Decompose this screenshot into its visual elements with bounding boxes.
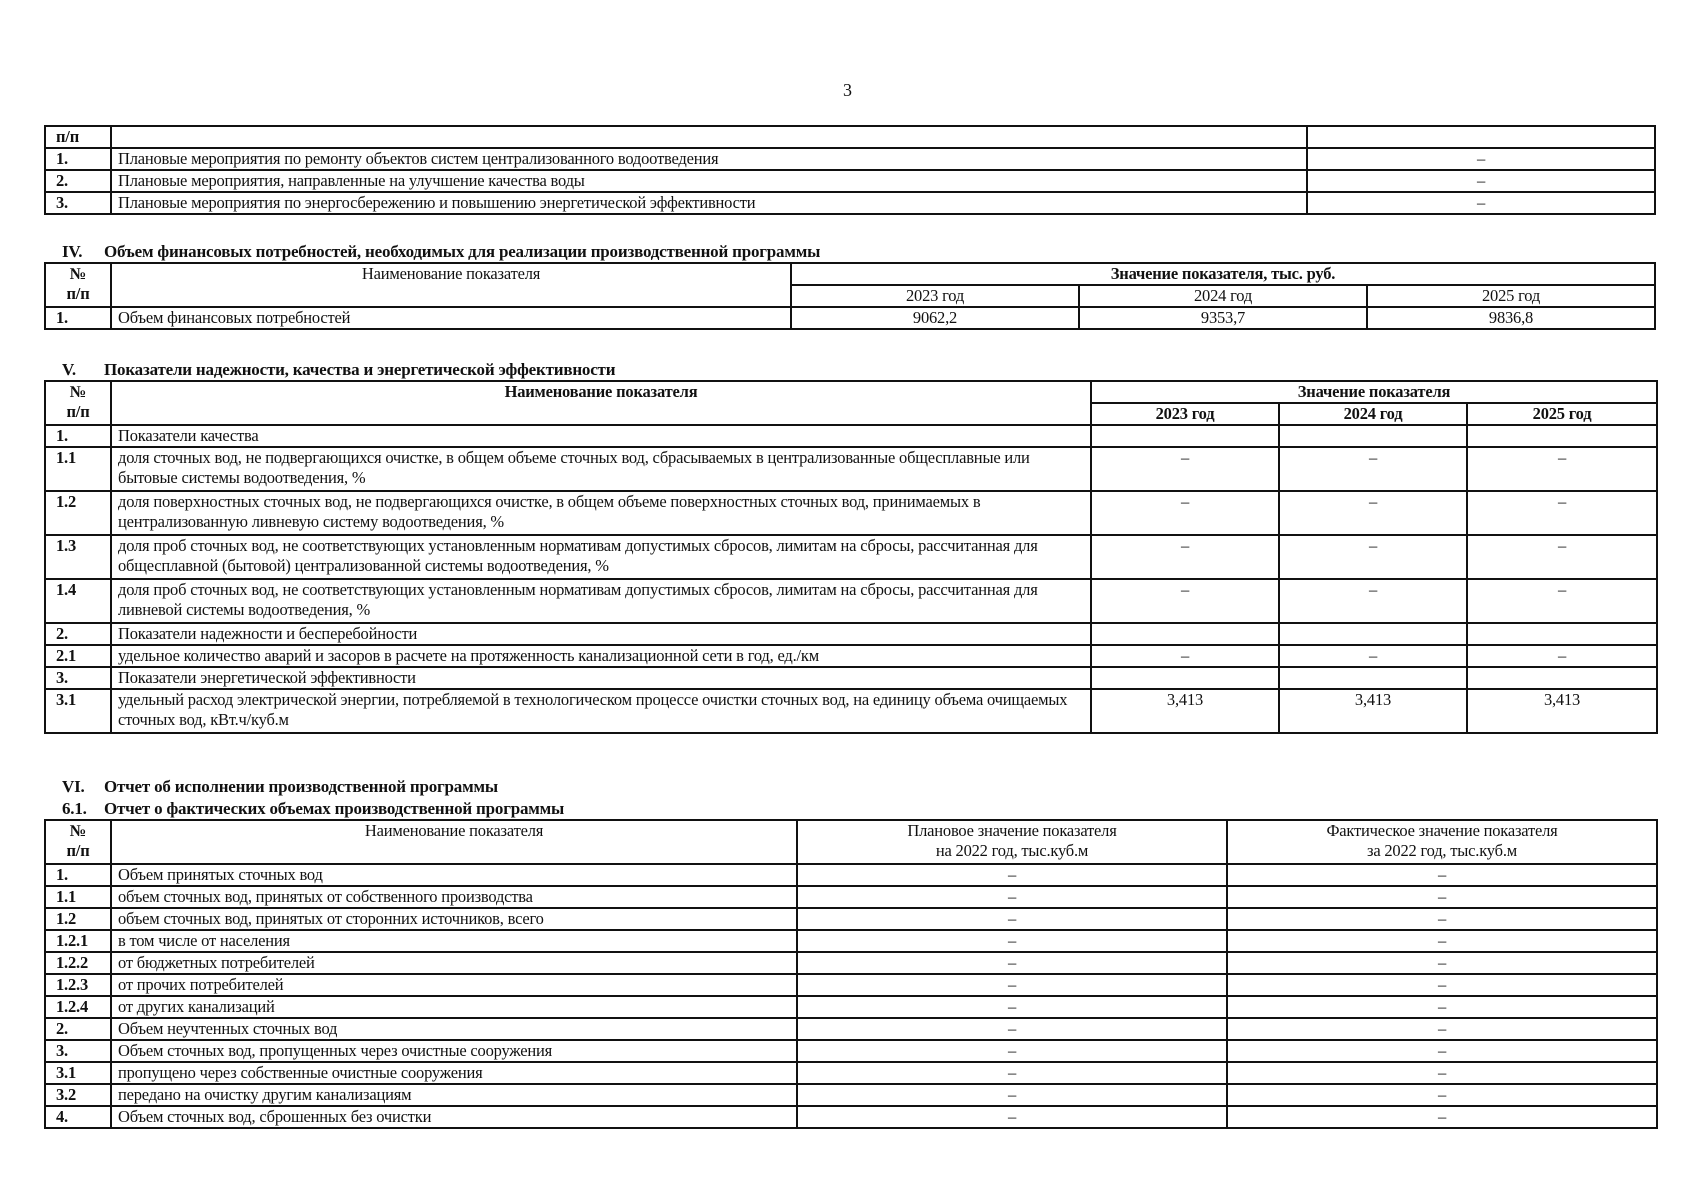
section-3-block [44, 125, 1656, 215]
table-row: 1.3 доля проб сточных вод, не соответствующих установленным нормативам допустимых сбросов, лимитам на сбросы, рассчитанная для общесплавной (бытовой) централизованной системы водоотведения, % – – – [45, 535, 1657, 579]
section-5-heading: V. Показатели надежности, качества и энергетической эффективности [62, 360, 616, 379]
table-row: 1.2 объем сточных вод, принятых от сторонних источников, всего – – [45, 908, 1657, 930]
col-num-header: № п/п [45, 381, 111, 425]
col-num-header: № п/п [45, 263, 111, 307]
table-row: 3. Показатели энергетической эффективности [45, 667, 1657, 689]
section-5-block [44, 360, 1658, 734]
table-row: 1.2.4 от других канализаций – – [45, 996, 1657, 1018]
section-6-block [44, 777, 1658, 1129]
col-num-header: № п/п [45, 820, 111, 864]
table-row: 2. Показатели надежности и бесперебойности [45, 623, 1657, 645]
col-value-header: Значение показателя, тыс. руб. [791, 263, 1655, 285]
col-fact-header: Фактическое значение показателя за 2022 год, тыс.куб.м [1227, 820, 1657, 864]
table-row: 4. Объем сточных вод, сброшенных без очистки – – [45, 1106, 1657, 1128]
col-value-header: Значение показателя [1091, 381, 1657, 403]
table-row: 1. Показатели качества [45, 425, 1657, 447]
col-num-header: п/п [45, 126, 111, 148]
section-3-table [44, 125, 1656, 215]
table-row: 1.2.2 от бюджетных потребителей – – [45, 952, 1657, 974]
table-row: 1. Плановые мероприятия по ремонту объектов систем централизованного водоотведения – [45, 148, 1655, 170]
table-row: 1.4 доля проб сточных вод, не соответствующих установленным нормативам допустимых сбросов, лимитам на сбросы, рассчитанная для ливневой системы водоотведения, % – – – [45, 579, 1657, 623]
year-header: 2025 год [1367, 285, 1655, 307]
page-number: 3 [843, 80, 852, 100]
col-plan-header: Плановое значение показателя на 2022 год, тыс.куб.м [797, 820, 1227, 864]
table-row: 3.2 передано на очистку другим канализациям – – [45, 1084, 1657, 1106]
table-row: 1. Объем принятых сточных вод – – [45, 864, 1657, 886]
col-name-header: Наименование показателя [111, 381, 1091, 425]
table-row: 1.1 объем сточных вод, принятых от собственного производства – – [45, 886, 1657, 908]
section-6-1-heading: 6.1. Отчет о фактических объемах производственной программы [62, 799, 565, 818]
table-row: 3. Объем сточных вод, пропущенных через очистные сооружения – – [45, 1040, 1657, 1062]
section-6-table [44, 819, 1658, 1129]
table-row: 3.1 удельный расход электрической энергии, потребляемой в технологическом процессе очистки сточных вод, на единицу объема очищаемых сточных вод, кВт.ч/куб.м 3,413 3,413 3,413 [45, 689, 1657, 733]
year-header: 2024 год [1279, 403, 1467, 425]
col-name-header: Наименование показателя [111, 820, 797, 864]
section-4-table [44, 262, 1656, 330]
year-header: 2025 год [1467, 403, 1657, 425]
table-row: 1.1 доля сточных вод, не подвергающихся очистке, в общем объеме сточных вод, сбрасываемых в централизованные общесплавные или бытовые системы водоотведения, % – – – [45, 447, 1657, 491]
year-header: 2023 год [1091, 403, 1279, 425]
table-row: 1. Объем финансовых потребностей 9062,2 9353,7 9836,8 [45, 307, 1655, 329]
section-6-heading: VI. Отчет об исполнении производственной программы [62, 777, 498, 796]
year-header: 2024 год [1079, 285, 1367, 307]
table-row: 1.2 доля поверхностных сточных вод, не подвергающихся очистке, в общем объеме поверхностных сточных вод, принимаемых в централизованную ливневую систему водоотведения, % – – – [45, 491, 1657, 535]
section-5-table [44, 380, 1658, 734]
table-row: 3.1 пропущено через собственные очистные сооружения – – [45, 1062, 1657, 1084]
table-row: 1.2.1 в том числе от населения – – [45, 930, 1657, 952]
table-row: 3. Плановые мероприятия по энергосбережению и повышению энергетической эффективности – [45, 192, 1655, 214]
table-header-row [45, 126, 1655, 148]
year-header: 2023 год [791, 285, 1079, 307]
section-4-block [44, 242, 1656, 330]
col-name-header: Наименование показателя [111, 263, 791, 307]
table-row: 2.1 удельное количество аварий и засоров в расчете на протяженность канализационной сети в год, ед./км – – – [45, 645, 1657, 667]
table-row: 2. Плановые мероприятия, направленные на улучшение качества воды – [45, 170, 1655, 192]
section-4-heading: IV. Объем финансовых потребностей, необходимых для реализации производственной программы [62, 242, 821, 261]
table-row: 2. Объем неучтенных сточных вод – – [45, 1018, 1657, 1040]
table-row: 1.2.3 от прочих потребителей – – [45, 974, 1657, 996]
